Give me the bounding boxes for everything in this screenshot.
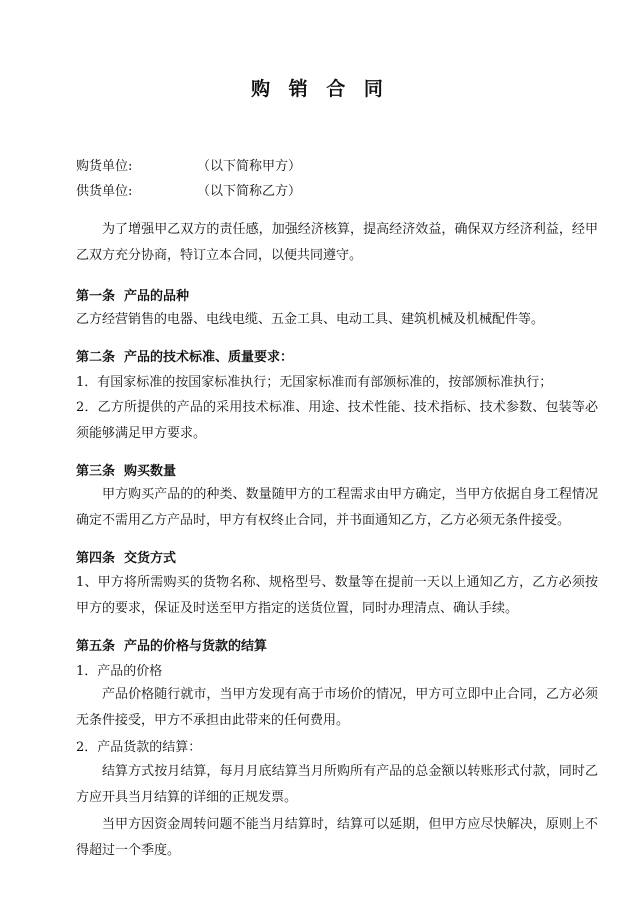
article-2-item-1: 1．有国家标准的按国家标准执行；无国家标准而有部颁标准的，按部颁标准执行； xyxy=(76,375,553,390)
article-5-heading xyxy=(76,637,267,657)
article-1-heading xyxy=(76,287,189,307)
buyer-note: （以下简称甲方） xyxy=(197,159,302,174)
article-4-body: 1、甲方将所需购买的货物名称、规格型号、数量等在提前一天以上通知乙方，乙方必须按甲方的要求，保证及时送至甲方指定的送货位置，同时办理清点、确认手续。 xyxy=(76,575,598,616)
article-4-heading xyxy=(76,549,176,569)
buyer-label: 购货单位: xyxy=(76,159,133,174)
article-5-sub-2-body: 结算方式按月结算，每月月底结算当月所购所有产品的总金额以转账形式付款，同时乙方应开具当月结算的详细的正规发票。 xyxy=(76,764,598,805)
article-1-title: 产品的品种 xyxy=(124,289,190,304)
article-1-number: 第一条 xyxy=(76,289,116,304)
article-4-title: 交货方式 xyxy=(124,551,177,566)
article-5-sub-1-heading: 1．产品的价格 xyxy=(76,664,163,679)
seller-note: （以下简称乙方） xyxy=(197,184,302,199)
article-3-title: 购买数量 xyxy=(124,464,177,479)
article-5-number: 第五条 xyxy=(76,639,116,654)
article-5-sub-2-body-2: 当甲方因资金周转问题不能当月结算时，结算可以延期，但甲方应尽快解决，原则上不得超过一个季度。 xyxy=(76,817,598,858)
article-2-heading xyxy=(76,348,293,368)
article-3-number: 第三条 xyxy=(76,464,116,479)
article-3-heading xyxy=(76,462,176,482)
article-2-number: 第二条 xyxy=(76,350,116,365)
seller-row xyxy=(76,182,301,202)
article-2-title: 产品的技术标准、质量要求： xyxy=(124,350,294,365)
document-title: 购 销 合 同 xyxy=(251,78,389,100)
article-5-sub-1-body: 产品价格随行就市，当甲方发现有高于市场价的情况，甲方可立即中止合同，乙方必须无条件接受，甲方不承担由此带来的任何费用。 xyxy=(76,687,598,728)
seller-label: 供货单位: xyxy=(76,184,133,199)
article-3-body: 甲方购买产品的的种类、数量随甲方的工程需求由甲方确定，当甲方依据自身工程情况确定不需用乙方产品时，甲方有权终止合同，并书面通知乙方，乙方必须无条件接受。 xyxy=(76,487,598,528)
article-2-item-2: 2．乙方所提供的产品的采用技术标准、用途、技术性能、技术指标、技术参数、包装等必须能够满足甲方要求。 xyxy=(76,400,598,441)
buyer-row xyxy=(76,157,301,177)
preamble-paragraph: 为了增强甲乙双方的责任感，加强经济核算，提高经济效益，确保双方经济利益，经甲乙双方充分协商，特订立本合同，以便共同遵守。 xyxy=(76,222,598,263)
article-5-title: 产品的价格与货款的结算 xyxy=(124,639,268,654)
article-4-number: 第四条 xyxy=(76,551,116,566)
article-5-sub-2-heading: 2．产品货款的结算： xyxy=(76,740,202,755)
article-1-body: 乙方经营销售的电器、电线电缆、五金工具、电动工具、建筑机械及机械配件等。 xyxy=(76,312,545,327)
